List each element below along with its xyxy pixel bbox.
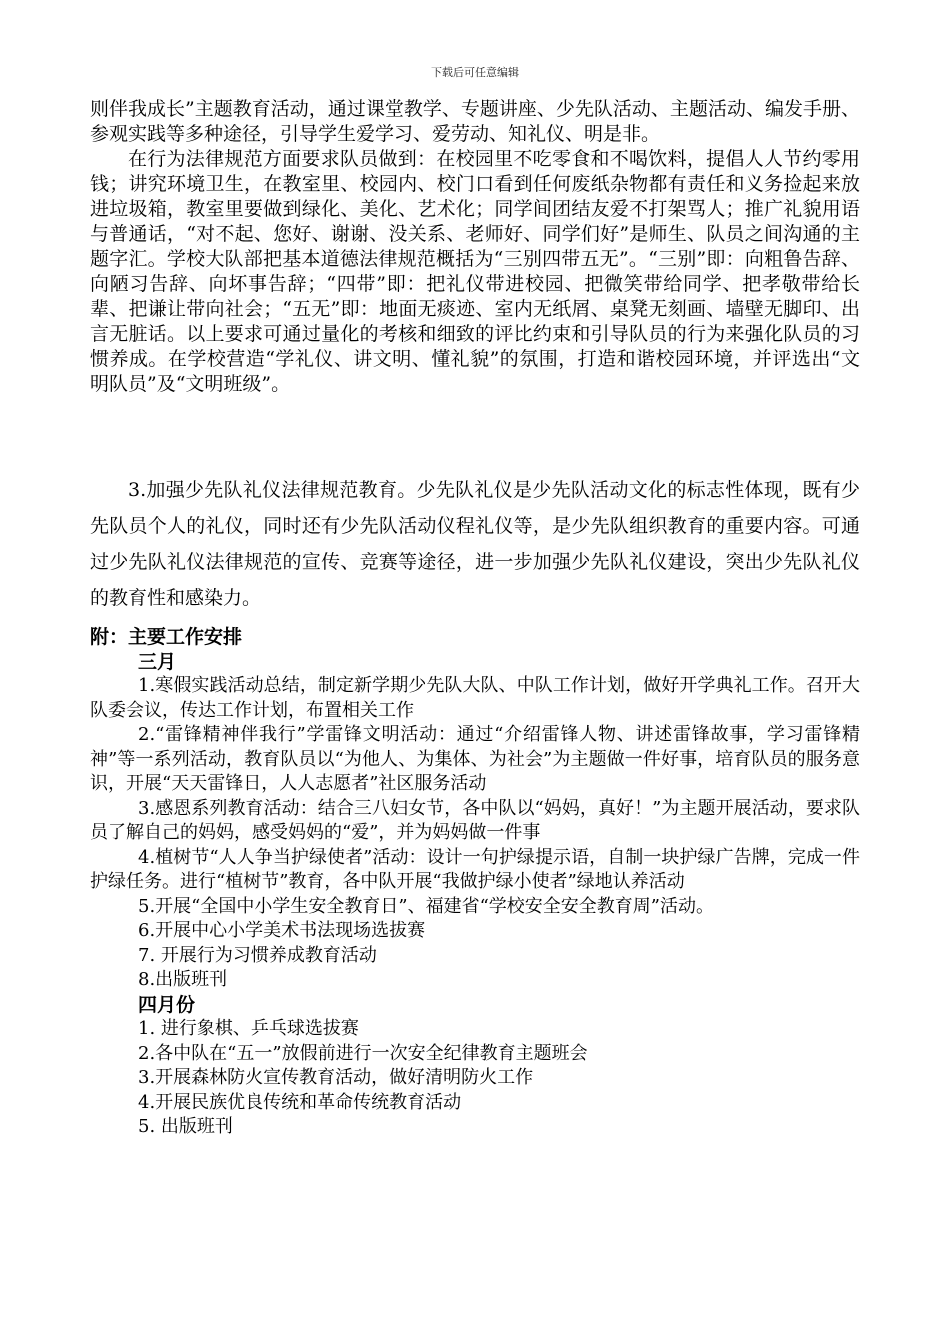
month-heading-april: 四月份: [138, 993, 196, 1016]
list-item: 4.开展民族优良传统和革命传统教育活动: [138, 1091, 462, 1113]
list-item: 3.感恩系列教育活动：结合三八妇女节，各中队以“妈妈，真好！”为主题开展活动，要求队员了解自己的妈妈，感受妈妈的“爱”，并为妈妈做一件事: [90, 797, 860, 843]
list-item: 1.寒假实践活动总结，制定新学期少先队大队、中队工作计划，做好开学典礼工作。召开大队委会议，传达工作计划，布置相关工作: [90, 675, 860, 721]
paragraph-etiquette: 3.加强少先队礼仪法律规范教育。少先队礼仪是少先队活动文化的标志性体现，既有少先队员个人的礼仪，同时还有少先队活动仪程礼仪等，是少先队组织教育的重要内容。可通过少先队礼仪法律规范的宣传、竞赛等途径，进一步加强少先队礼仪建设，突出少先队礼仪的教育性和感染力。: [90, 479, 860, 609]
appendix-section: [90, 625, 860, 1140]
list-item: 2.各中队在“五一”放假前进行一次安全纪律教育主题班会: [138, 1042, 588, 1064]
page-header-note: 下载后可任意编辑: [431, 66, 519, 79]
paragraph-behavior-norms: 在行为法律规范方面要求队员做到：在校园里不吃零食和不喝饮料，提倡人人节约零用钱；讲究环境卫生，在教室里、校园内、校门口看到任何废纸杂物都有责任和义务捡起来放进垃圾箱，教室里要做到绿化、美化、艺术化；同学间团结友爱不打架骂人；推广礼貌用语与普通话，“对不起、您好、谢谢、没关系、老师好、同学们好”是师生、队员之间沟通的主题字汇。学校大队部把基本道德法律规范概括为“三别四带五无”。“三别”即：向粗鲁告辞、向陋习告辞、向坏事告辞；“四带”即：把礼仪带进校园、把微笑带给同学、把孝敬带给长辈、把谦让带向社会；“五无”即：地面无痰迹、室内无纸屑、桌凳无刻画、墙壁无脚印、出言无脏话。以上要求可通过量化的考核和细致的评比约束和引导队员的行为来强化队员的习惯养成。在学校营造“学礼仪、讲文明、懂礼貌”的氛围，打造和谐校园环境，并评选出“文明队员”及“文明班级”。: [90, 148, 860, 395]
appendix-title: 附：主要工作安排: [90, 626, 243, 648]
list-item: 5.开展“全国中小学生安全教育日”、福建省“学校安全安全教育周”活动。: [138, 895, 714, 917]
month-heading-march: 三月: [138, 650, 177, 673]
list-item: 4.植树节“人人争当护绿使者”活动：设计一句护绿提示语，自制一块护绿广告牌，完成一件护绿任务。进行“植树节”教育，各中队开展“我做护绿小使者”绿地认养活动: [90, 846, 860, 892]
list-item: 5. 出版班刊: [138, 1116, 233, 1137]
body-section: [90, 97, 860, 397]
paragraph-continued: 则伴我成长”主题教育活动，通过课堂教学、专题讲座、少先队活动、主题活动、编发手册、参观实践等多种途径，引导学生爱学习、爱劳动、知礼仪、明是非。: [90, 98, 860, 145]
list-item: 2.“雷锋精神伴我行”学雷锋文明活动：通过“介绍雷锋人物、讲述雷锋故事，学习雷锋精神”等一系列活动，教育队员以“为他人、为集体、为社会”为主题做一件好事，培育队员的服务意识，开展“天天雷锋日，人人志愿者”社区服务活动: [90, 724, 860, 794]
list-item: 3.开展森林防火宣传教育活动，做好清明防火工作: [138, 1067, 534, 1088]
list-item: 6.开展中心小学美术书法现场选拔赛: [138, 920, 426, 941]
list-item: 7. 开展行为习惯养成教育活动: [138, 944, 377, 966]
list-item: 8.出版班刊: [138, 969, 228, 990]
list-item: 1. 进行象棋、乒乓球选拔赛: [138, 1018, 359, 1039]
